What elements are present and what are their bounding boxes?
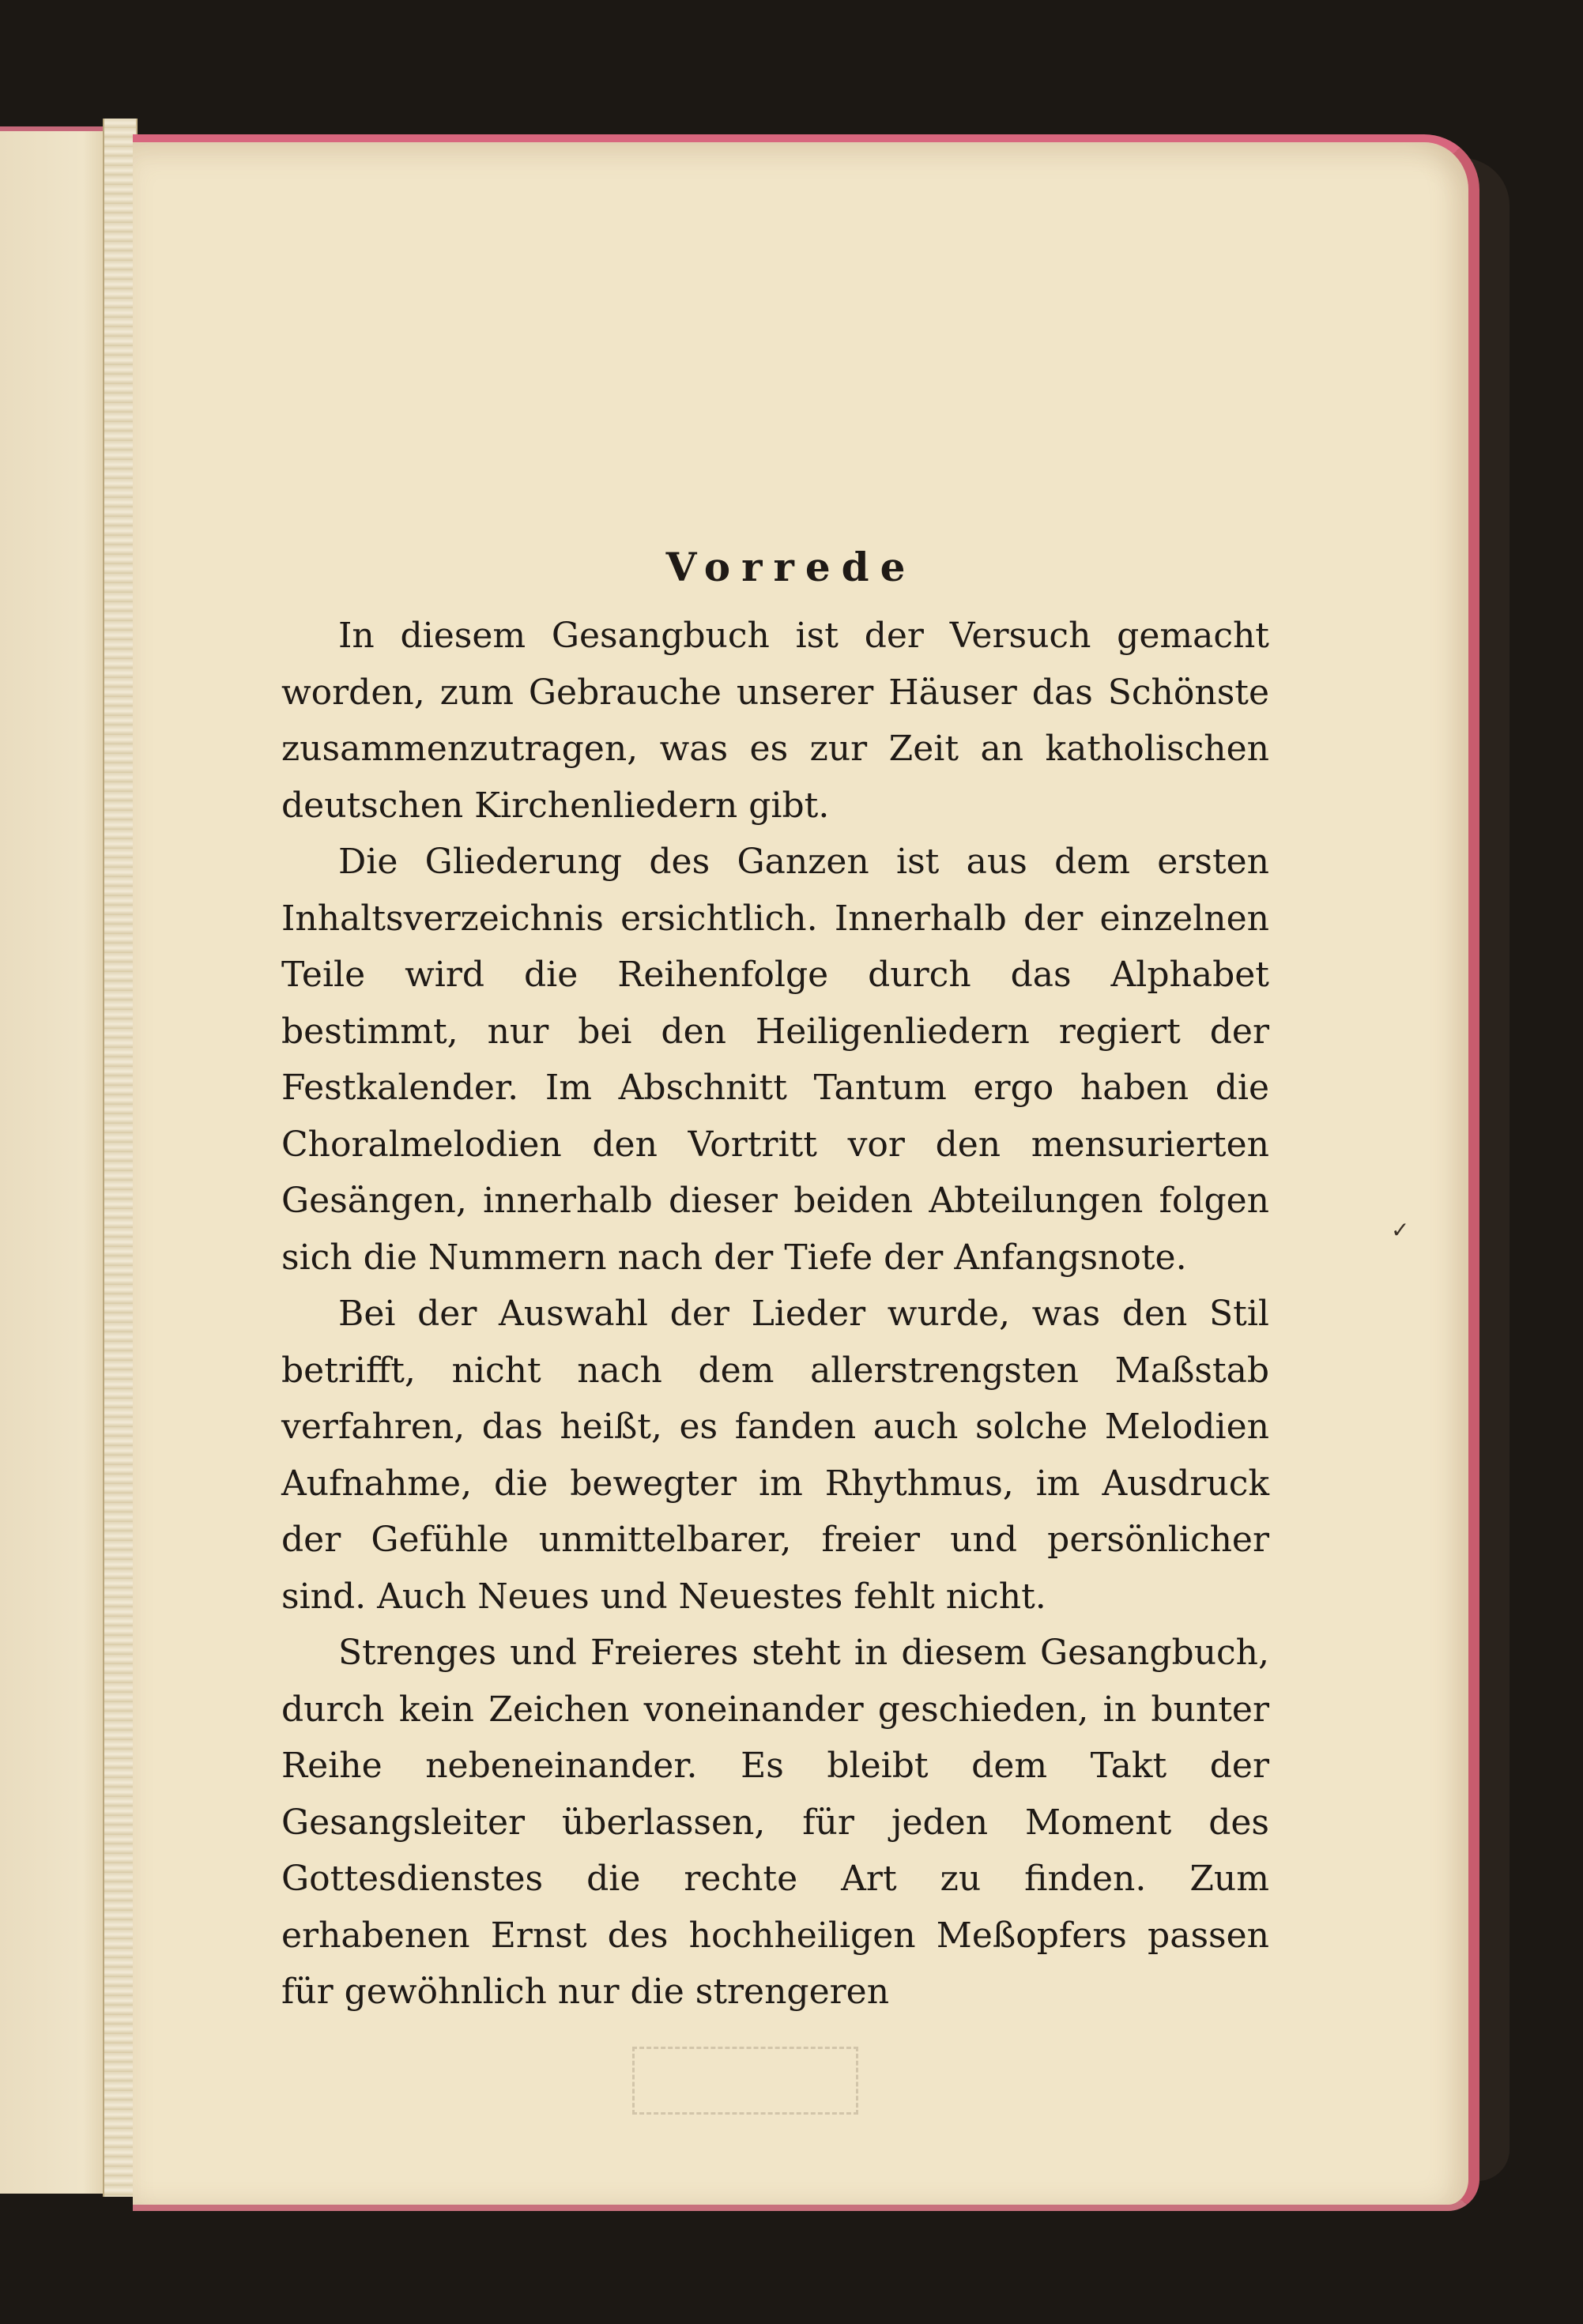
- left-page-sliver: [0, 126, 119, 2194]
- paragraph-3: Bei der Auswahl der Lieder wurde, was den Stil betrifft, nicht nach dem allerstrengsten Maßstab verfahren, das heißt, es fanden auch solche Melodien Aufnahme, die bewegter im Rhythmus, im Ausdruck der Gefühle unmittelbarer, freier und persönlicher sind. Auch Neues und Neuestes fehlt nicht.: [281, 1294, 1269, 1617]
- paragraph-2: Die Gliederung des Ganzen ist aus dem ersten Inhaltsverzeichnis ersichtlich. Innerhalb der einzelnen Teile wird die Reihenfolge durch das Alphabet bestimmt, nur bei den Heiligenliedern regiert der Festkalender. Im Abschnitt Tantum ergo haben die Choralmelodien den Vortritt vor den mensurierten Gesängen, innerhalb dieser beiden Abteilungen folgen sich die Nummern nach der Tiefe der Anfangsnote.: [281, 842, 1269, 1278]
- paragraph-4: Strenges und Freieres steht in diesem Gesangbuch, durch kein Zeichen voneinander geschieden, in bunter Reihe nebeneinander. Es bleibt dem Takt der Gesangsleiter überlassen, für jeden Moment des Gottesdienstes die rechte Art zu finden. Zum erhabenen Ernst des hochheiligen Meßopfers passen für gewöhnlich nur die strengeren: [281, 1633, 1269, 2012]
- paragraph-1: In diesem Gesangbuch ist der Versuch gemacht worden, zum Gebrauche unserer Häuser das Schönste zusammenzutragen, was es zur Zeit an katholischen deutschen Kirchenliedern gibt.: [281, 616, 1269, 826]
- pencil-mark: ✓: [1391, 1217, 1410, 1243]
- page-title: Vorrede: [665, 544, 917, 590]
- library-stamp: [632, 2047, 858, 2115]
- page-text: [281, 544, 1269, 2021]
